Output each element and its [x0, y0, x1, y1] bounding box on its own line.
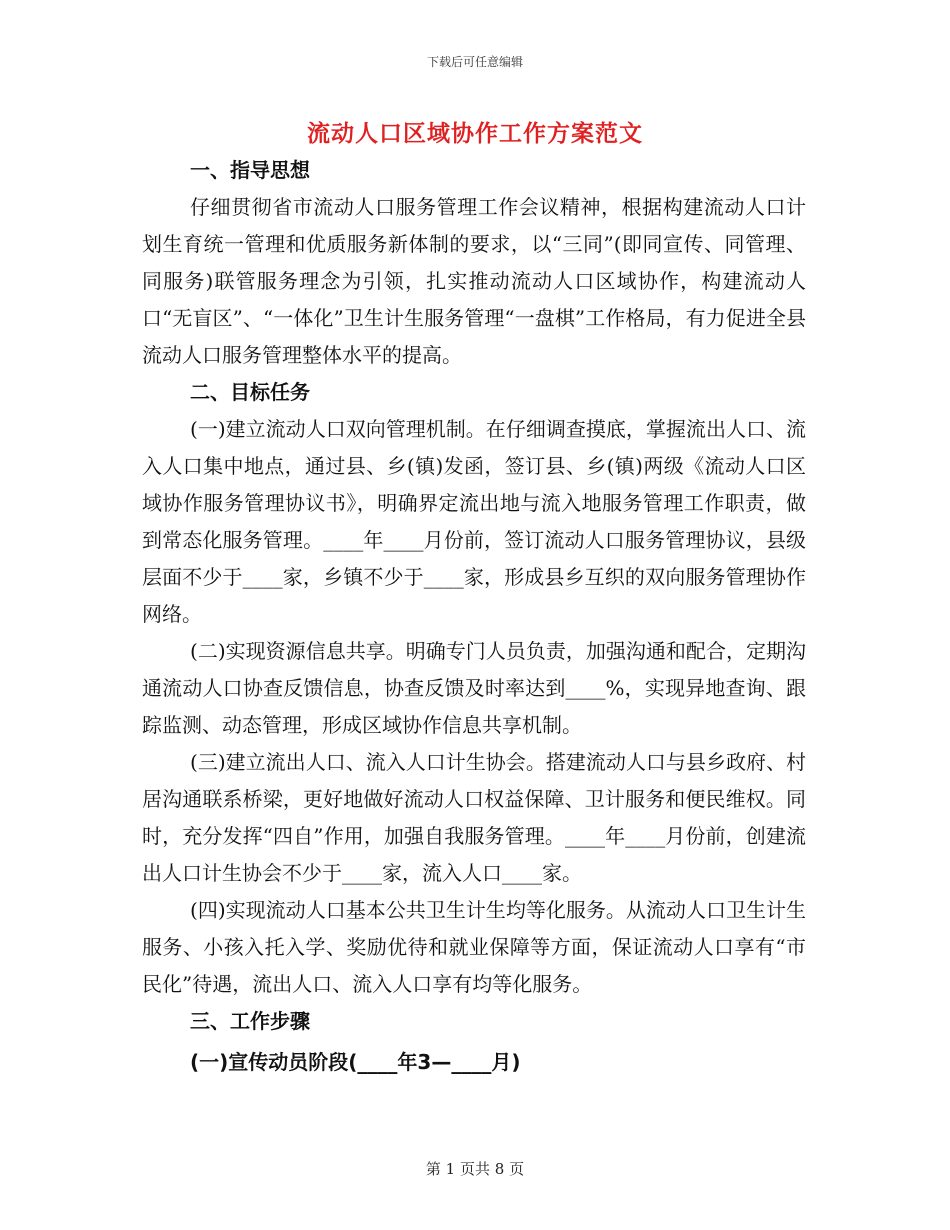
document-title: 流动人口区域协作工作方案范文: [307, 121, 643, 147]
page-footer-number: 第 1 页共 8 页: [425, 1160, 525, 1178]
subheading-publicity-stage: (一)宣传动员阶段(____年3—____月): [190, 1050, 521, 1074]
section-heading-guiding-ideology: 一、指导思想: [190, 158, 310, 182]
page-header-note: 下载后可任意编辑: [426, 55, 523, 69]
paragraph-goal-4: (四)实现流动人口基本公共卫生计生均等化服务。从流动人口卫生计生服务、小孩入托入学、奖励优待和就业保障等方面，保证流动人口享有“市民化”待遇，流出人口、流入人口享有均等化服务。: [142, 898, 806, 996]
section-heading-goals: 二、目标任务: [190, 380, 310, 404]
paragraph-goal-2: (二)实现资源信息共享。明确专门人员负责，加强沟通和配合，定期沟通流动人口协查反馈信息，协查反馈及时率达到____%，实现异地查询、跟踪监测、动态管理，形成区域协作信息共享机制。: [142, 639, 806, 737]
section-heading-work-steps: 三、工作步骤: [190, 1009, 310, 1033]
paragraph-goal-1: (一)建立流动人口双向管理机制。在仔细调查摸底，掌握流出人口、流入人口集中地点，通过县、乡(镇)发函，签订县、乡(镇)两级《流动人口区域协作服务管理协议书》，明确界定流出地与流入地服务管理工作职责，做到常态化服务管理。____年____月份前，签订流动人口服务管理协议，县级层面不少于____家，乡镇不少于____家，形成县乡互织的双向服务管理协作网络。: [142, 417, 806, 626]
paragraph-guiding-ideology: 仔细贯彻省市流动人口服务管理工作会议精神，根据构建流动人口计划生育统一管理和优质服务新体制的要求，以“三同”(即同宣传、同管理、同服务)联管服务理念为引领，扎实推动流动人口区域协作，构建流动人口“无盲区”、“一体化”卫生计生服务管理“一盘棋”工作格局，有力促进全县流动人口服务管理整体水平的提高。: [142, 195, 806, 367]
document-body: [142, 152, 806, 1081]
paragraph-goal-3: (三)建立流出人口、流入人口计生协会。搭建流动人口与县乡政府、村居沟通联系桥梁，更好地做好流动人口权益保障、卫计服务和便民维权。同时，充分发挥“四自”作用，加强自我服务管理。____年____月份前，创建流出人口计生协会不少于____家，流入人口____家。: [142, 750, 806, 885]
